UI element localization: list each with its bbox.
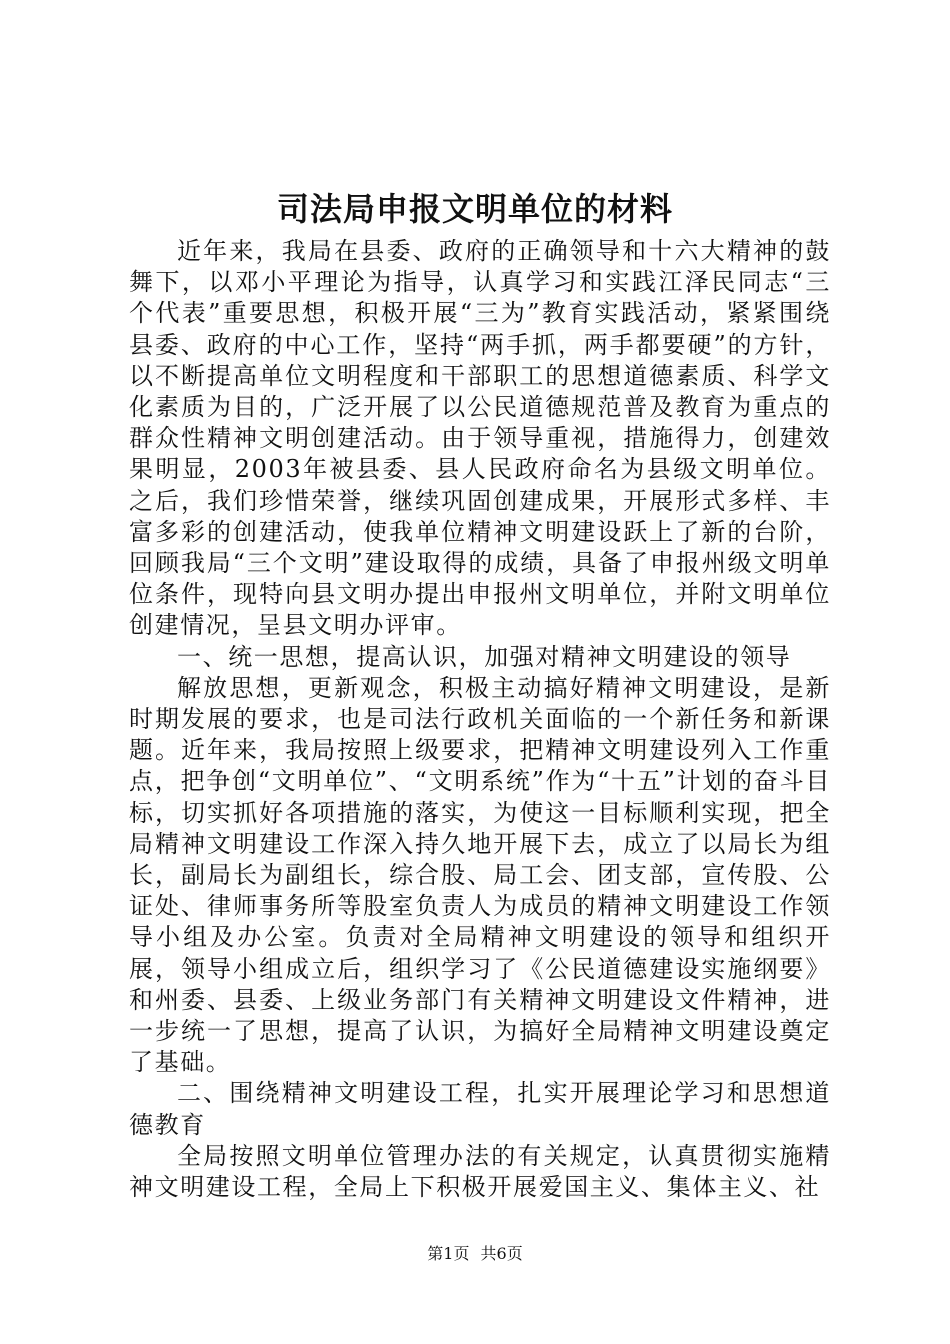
- paragraph-section-1: 解放思想，更新观念，积极主动搞好精神文明建设，是新时期发展的要求，也是司法行政机关面临的一个新任务和新课题。近年来，我局按照上级要求，把精神文明建设列入工作重点，把争创“文明单位”、“文明系统”作为“十五”计划的奋斗目标，切实抓好各项措施的落实，为使这一目标顺利实现，把全局精神文明建设工作深入持久地开展下去，成立了以局长为组长，副局长为副组长，综合股、局工会、团支部，宣传股、公证处、律师事务所等股室负责人为成员的精神文明建设工作领导小组及办公室。负责对全局精神文明建设的领导和组织开展，领导小组成立后，组织学习了《公民道德建设实施纲要》和州委、县委、上级业务部门有关精神文明建设文件精神，进一步统一了思想，提高了认识，为搞好全局精神文明建设奠定了基础。: [129, 673, 831, 1077]
- paragraph-intro: 近年来，我局在县委、政府的正确领导和十六大精神的鼓舞下，以邓小平理论为指导，认真学习和实践江泽民同志“三个代表”重要思想，积极开展“三为”教育实践活动，紧紧围绕县委、政府的中心工作，坚持“两手抓，两手都要硬”的方针，以不断提高单位文明程度和干部职工的思想道德素质、科学文化素质为目的，广泛开展了以公民道德规范普及教育为重点的群众性精神文明创建活动。由于领导重视，措施得力，创建效果明显，2003年被县委、县人民政府命名为县级文明单位。之后，我们珍惜荣誉，继续巩固创建成果，开展形式多样、丰富多彩的创建活动，使我单位精神文明建设跃上了新的台阶，回顾我局“三个文明”建设取得的成绩，具备了申报州级文明单位条件，现特向县文明办提出申报州文明单位，并附文明单位创建情况，呈县文明办评审。: [129, 237, 831, 640]
- section-heading-1: 一、统一思想，提高认识，加强对精神文明建设的领导: [177, 642, 792, 671]
- document-body: [129, 236, 831, 1203]
- section-heading-2: 二、围绕精神文明建设工程，扎实开展理论学习和思想道德教育: [129, 1079, 831, 1139]
- paragraph-section-2: 全局按照文明单位管理办法的有关规定，认真贯彻实施精神文明建设工程，全局上下积极开展爱国主义、集体主义、社: [129, 1141, 831, 1202]
- page-footer: [0, 1243, 950, 1265]
- document-title: 司法局申报文明单位的材料: [276, 190, 673, 228]
- page-total: 共6页: [480, 1244, 523, 1263]
- page-number: 第1页: [427, 1244, 470, 1263]
